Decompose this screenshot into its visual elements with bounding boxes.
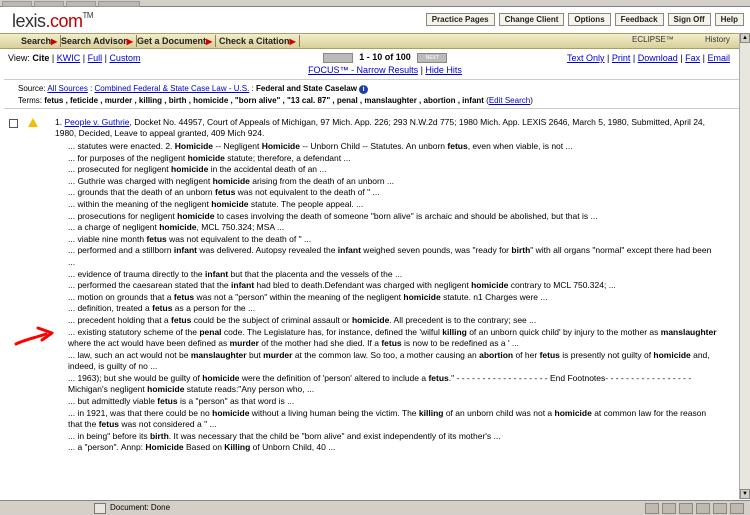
view-options: View: Cite | KWIC | Full | Custom [8, 53, 141, 63]
hide-hits-link[interactable]: Hide Hits [425, 64, 462, 75]
view-label: View: [8, 53, 30, 63]
feedback-button[interactable]: Feedback [615, 13, 664, 26]
terms-label: Terms: [18, 96, 42, 105]
nav-search-advisor[interactable]: Search Advisor▶ [58, 35, 137, 47]
hit-snippet: ... a "person". Annp: Homicide Based on Killing of Unborn Child, 40 ... [68, 442, 336, 453]
nav-search[interactable]: Search▶ [18, 35, 61, 47]
nav-get-document[interactable]: Get a Document▶ [134, 35, 216, 47]
hit-snippet: ... law, such an act would not be manslaughter but murder at the common law. So too, a mother causing an abortion of her fetus is presently not guilty of homicide and, indeed, is guilty of no ... [68, 349, 710, 372]
output-links: Text Only | Print | Download | Fax | Email [567, 53, 730, 63]
red-arrow-annotation [14, 324, 58, 350]
prev-button[interactable] [323, 53, 353, 63]
terms-line: Terms: fetus , feticide , murder , killing , birth , homicide , "born alive" , "13 cal. 87" , penal , manslaughter , abortion , infant (Edit Search) [18, 96, 533, 105]
result-citation [55, 117, 715, 139]
logo-tm: TM [82, 11, 94, 20]
nav-check-citation[interactable]: Check a Citation▶ [216, 35, 300, 47]
view-custom-link[interactable]: Custom [109, 53, 141, 63]
status-icons [645, 503, 744, 514]
view-full-link[interactable]: Full [87, 53, 103, 63]
status-icon [679, 503, 693, 514]
hit-snippet: ... existing statutory scheme of the penal code. The Legislature has, for instance, defined the 'wilful killing of an unborn quick child' by injury to the mother as manslaughter where the act would have been defined as murder of the mother had she died. If a fetus is now to be redefined as a ' ... [68, 326, 717, 349]
hit-snippet: ... Guthrie was charged with negligent homicide arising from the death of an unborn ... [68, 175, 395, 186]
lexis-logo[interactable] [12, 11, 93, 32]
results-pager: 1 - 10 of 100 NEXT FOCUS™ - Narrow Results | Hide Hits [308, 52, 462, 75]
warning-triangle-icon[interactable] [28, 118, 38, 127]
history-link[interactable]: History [705, 35, 730, 44]
download-link[interactable]: Download [637, 53, 678, 63]
current-source: Federal and State Caselaw [255, 84, 357, 93]
result-number: 1. [55, 117, 63, 127]
status-icon [713, 503, 727, 514]
next-button[interactable]: NEXT [417, 53, 447, 63]
divider [4, 79, 740, 80]
status-icon [730, 503, 744, 514]
hit-snippet: ... within the meaning of the negligent homicide statute. The people appeal. ... [68, 198, 364, 209]
hit-snippet: ... grounds that the death of an unborn fetus was not equivalent to the death of " ... [68, 187, 380, 198]
combined-source-link[interactable]: Combined Federal & State Case Law - U.S. [94, 84, 250, 93]
print-link[interactable]: Print [611, 53, 631, 63]
text-only-link[interactable]: Text Only [567, 53, 605, 63]
hit-snippet: ... performed and a stillborn infant was delivered. Autopsy revealed the infant weighed seven pounds, was "ready for birth" with all organs "normal" except there had been ... [68, 245, 712, 267]
hit-snippet: ... in 1921, was that there could be no homicide without a living human being the victim. The killing of an unborn child was not a homicide at common law for the reason that the fetus was not considered a " ... [68, 407, 707, 430]
hit-snippet: ... performed the caesarean stated that the infant had bled to death.Defendant was charged with negligent homicide contrary to MCL 750.324; ... [68, 280, 616, 291]
case-name-link[interactable]: People v. Guthrie [64, 117, 130, 127]
results-count: 1 - 10 of 100 [359, 52, 411, 62]
status-icon [662, 503, 676, 514]
main-nav [0, 33, 740, 49]
hit-snippet: ... viable nine month fetus was not equivalent to the death of " ... [68, 233, 312, 244]
help-button[interactable]: Help [715, 13, 744, 26]
hit-snippet: ... precedent holding that a fetus could be the subject of criminal assault or homicide. All precedent is to the contrary; see ... [68, 314, 537, 325]
change-client-button[interactable]: Change Client [499, 13, 565, 26]
scroll-down-button[interactable]: ▼ [740, 489, 750, 499]
vertical-scrollbar[interactable] [739, 33, 750, 499]
email-link[interactable]: Email [707, 53, 730, 63]
edit-search-link[interactable]: Edit Search [488, 96, 531, 105]
hit-snippet: ... evidence of trauma directly to the infant but that the placenta and the vessels of the ... [68, 268, 403, 279]
source-line: Source: All Sources : Combined Federal & State Case Law - U.S. : Federal and State Caselaw i [18, 84, 368, 94]
focus-narrow-link[interactable]: FOCUS™ - Narrow Results [308, 64, 419, 75]
options-button[interactable]: Options [568, 13, 610, 26]
divider [4, 108, 740, 109]
hit-snippet: ... prosecutions for negligent homicide to cases involving the death of someone "born alive" is archaic and should be abolished, but that is ... [68, 210, 598, 221]
logo-text: lexis [12, 11, 46, 31]
top-links [426, 13, 744, 26]
status-message: Document: Done [110, 503, 171, 512]
hit-snippet: ... prosecuted for negligent homicide in the accidental death of an ... [68, 164, 327, 175]
fax-link[interactable]: Fax [685, 53, 701, 63]
view-cite: Cite [32, 53, 50, 63]
hit-snippet: ... motion on grounds that a fetus was not a "person" within the meaning of the negligent homicide statute. n1 Charges were ... [68, 291, 548, 302]
status-bar [0, 500, 750, 515]
logo-dot: .com [45, 11, 83, 31]
status-icon [696, 503, 710, 514]
hit-snippet: ... definition, treated a fetus as a person for the ... [68, 303, 256, 314]
hit-snippet: ... in being" before its birth. It was necessary that the child be "born alive" and exist independently of its mother's ... [68, 430, 501, 441]
all-sources-link[interactable]: All Sources [47, 84, 88, 93]
scroll-up-button[interactable]: ▲ [740, 33, 750, 43]
browser-toolbar-strip [0, 0, 750, 7]
page-icon [94, 503, 106, 514]
hit-snippet: ... 1963); but she would be guilty of homicide were the definition of 'person' altered to include a fetus." - - - - - - - - - - - - - - - - - - End Footnotes- - - - - - - - - - - - - - - - - Michigan's negligent homicide statute reads:"Any person who, ... [68, 372, 692, 395]
hit-snippet: ... statutes were enacted. 2. Homicide -- Negligent Homicide -- Unborn Child -- Statutes. An unborn fetus, even when viable, is not ... [68, 141, 573, 151]
result-checkbox[interactable] [9, 119, 18, 128]
info-icon[interactable]: i [359, 85, 368, 94]
hit-snippet: ... a charge of negligent homicide, MCL 750.324; MSA ... [68, 222, 285, 233]
sign-off-button[interactable]: Sign Off [668, 13, 711, 26]
status-icon [645, 503, 659, 514]
site-header [0, 7, 750, 33]
source-label: Source: [18, 84, 46, 93]
hit-snippets [68, 141, 720, 454]
search-terms: fetus , feticide , murder , killing , birth , homicide , "born alive" , "13 cal. 87" , penal , manslaughter , abortion , infant [44, 96, 484, 105]
case-citation: , Docket No. 44957, Court of Appeals of Michigan, 97 Mich. App. 226; 293 N.W.2d 775; 1980 Mich. App. LEXIS 2646, March 5, 1980, Submitted, April 24, 1980, Decided, Leave to appeal granted, 409 Mich 924. [55, 117, 706, 138]
hit-snippet: ... but admittedly viable fetus is a "person" as that word is ... [68, 396, 295, 407]
hit-snippet: ... for purposes of the negligent homicide statute; therefore, a defendant ... [68, 152, 351, 163]
practice-pages-button[interactable]: Practice Pages [426, 13, 495, 26]
view-kwic-link[interactable]: KWIC [56, 53, 81, 63]
eclipse-link[interactable]: ECLIPSE™ [632, 35, 674, 44]
